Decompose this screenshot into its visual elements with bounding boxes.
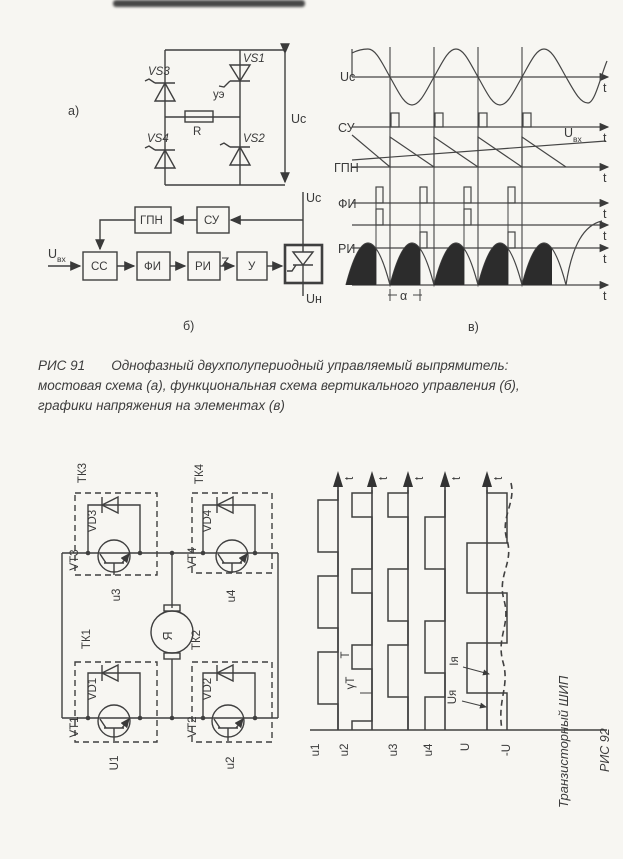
t-axis-label: t — [378, 476, 390, 480]
u3-wave — [388, 490, 408, 730]
wave-uvx-label: U — [564, 126, 574, 140]
uvx-sub: вх — [57, 254, 66, 264]
vt2-label: VТ2 — [187, 716, 199, 738]
u1-label: U1 — [109, 755, 121, 771]
fig92-chopper-schematic — [30, 448, 315, 793]
rectified-humps — [346, 221, 602, 285]
fig91-caption — [38, 356, 593, 416]
wave-uvx-sub: вх — [573, 134, 582, 144]
u1-wave — [318, 490, 338, 730]
scan-artifact-bar — [113, 0, 305, 7]
wave-minus-u-label: -U — [501, 743, 513, 757]
gate-label: уэ — [213, 89, 225, 101]
transistor-vt2 — [212, 705, 244, 741]
vd3-label: VD3 — [87, 509, 99, 533]
transistor-vt4 — [216, 540, 248, 573]
fig91-caption-line2: мостовая схема (а), функциональная схема вертикального управления (б), — [38, 378, 520, 393]
t-axis-label: t — [414, 476, 426, 480]
axis-arrowheads — [333, 471, 492, 487]
wave-u2-label: u2 — [339, 743, 351, 757]
uya-leader — [462, 701, 486, 707]
motor-label: Я — [161, 631, 175, 641]
thyristor-vs1 — [219, 65, 250, 87]
vs4-label: VS4 — [147, 133, 169, 145]
uvx-label: U — [48, 247, 58, 261]
u2-wave — [352, 490, 372, 730]
vd1-label: VD1 — [87, 677, 99, 701]
vs1-label: VS1 — [243, 53, 265, 65]
uya-label: Uя — [447, 689, 459, 705]
fig91-caption-line1: Однофазный двухполупериодный управляемый выпрямитель: — [111, 358, 509, 373]
tk1-label: ТК1 — [81, 628, 93, 650]
fig91-caption-line3: графики напряжения на элементах (в) — [38, 398, 285, 413]
wave-su-label: СУ — [338, 121, 355, 135]
amp-label: У — [248, 261, 256, 273]
thyristor-vs4 — [145, 146, 175, 168]
fi-pulses — [376, 187, 515, 203]
u4-wave — [425, 490, 445, 730]
fig91-block-diagram — [40, 190, 332, 338]
wave-fi-label: ФИ — [338, 197, 357, 211]
iya-label: Iя — [449, 656, 461, 666]
panel-b-label: б) — [183, 319, 195, 333]
thyristor-vs2 — [220, 143, 250, 165]
t-axis-label: t — [603, 81, 607, 95]
ri-label: РИ — [195, 261, 211, 273]
t-axis-label: t — [451, 476, 463, 480]
un-output-label: Uн — [306, 292, 322, 306]
vd2-label: VD2 — [202, 677, 214, 701]
t-axis-label: t — [603, 229, 607, 243]
period-label: Т — [340, 651, 352, 659]
uc-label: Uc — [291, 112, 307, 126]
fig92-number: РИС 92 — [598, 728, 612, 772]
su-pulses — [391, 113, 531, 127]
t-axis-label: t — [493, 476, 505, 480]
tk3-label: ТК3 — [77, 462, 89, 484]
wave-ri-label: РИ — [338, 242, 356, 256]
fig91-waveforms — [334, 33, 623, 345]
transistor-vt1 — [98, 705, 130, 741]
fig91-number: РИС 91 — [38, 358, 86, 373]
wave-u-label: U — [460, 742, 472, 752]
vs2-label: VS2 — [243, 133, 265, 145]
fig92-caption-title: Транзисторный ШИП — [556, 675, 571, 808]
wave-uc-label: Uc — [340, 70, 356, 84]
t-axis-label: t — [603, 171, 607, 185]
t-axis-label: t — [603, 207, 607, 221]
su-label: СУ — [204, 215, 220, 227]
block-tk2 — [192, 662, 272, 742]
period-ticks — [360, 645, 372, 693]
thyristor-symbol — [287, 245, 313, 296]
ss-label: СС — [91, 261, 108, 273]
transistor-vt3 — [98, 540, 130, 575]
vt1-label: VТ1 — [69, 716, 81, 738]
thyristor-vs3 — [145, 79, 175, 101]
t-axis-label: t — [344, 476, 356, 480]
gpn-label: ГПН — [140, 215, 163, 227]
pulse-mark — [222, 258, 229, 265]
resistor-label: R — [193, 126, 202, 138]
vt4-label: VТ4 — [187, 547, 199, 569]
gamma-period-label: γТ — [345, 676, 357, 690]
vd4-label: VD4 — [202, 509, 214, 533]
fig91-bridge-schematic — [55, 35, 330, 203]
wave-gpn-label: ГПН — [334, 161, 359, 175]
panel-a-label: а) — [68, 104, 80, 118]
t-axis-label: t — [603, 289, 607, 303]
u2-label: u2 — [225, 756, 237, 770]
u4-label: u4 — [226, 589, 238, 603]
t-axis-label: t — [603, 252, 607, 266]
t-axis-label: t — [603, 131, 607, 145]
wave-u3-label: u3 — [388, 743, 400, 757]
wave-u1-label: u1 — [310, 743, 322, 757]
vt3-label: VТ3 — [69, 549, 81, 571]
wave-u4-label: u4 — [423, 743, 435, 757]
u3-label: u3 — [111, 588, 123, 602]
fig92-waveforms — [305, 455, 623, 790]
uc-input-label: Uc — [306, 191, 322, 205]
alpha-label: α — [400, 289, 408, 303]
switch-blocks — [75, 493, 272, 742]
gpn-sawtooth — [352, 135, 566, 167]
fi-label: ФИ — [144, 261, 162, 273]
tk4-label: ТК4 — [194, 463, 206, 485]
panel-v-label: в) — [468, 320, 479, 334]
tk2-label: ТК2 — [191, 629, 203, 651]
vs3-label: VS3 — [148, 66, 170, 78]
